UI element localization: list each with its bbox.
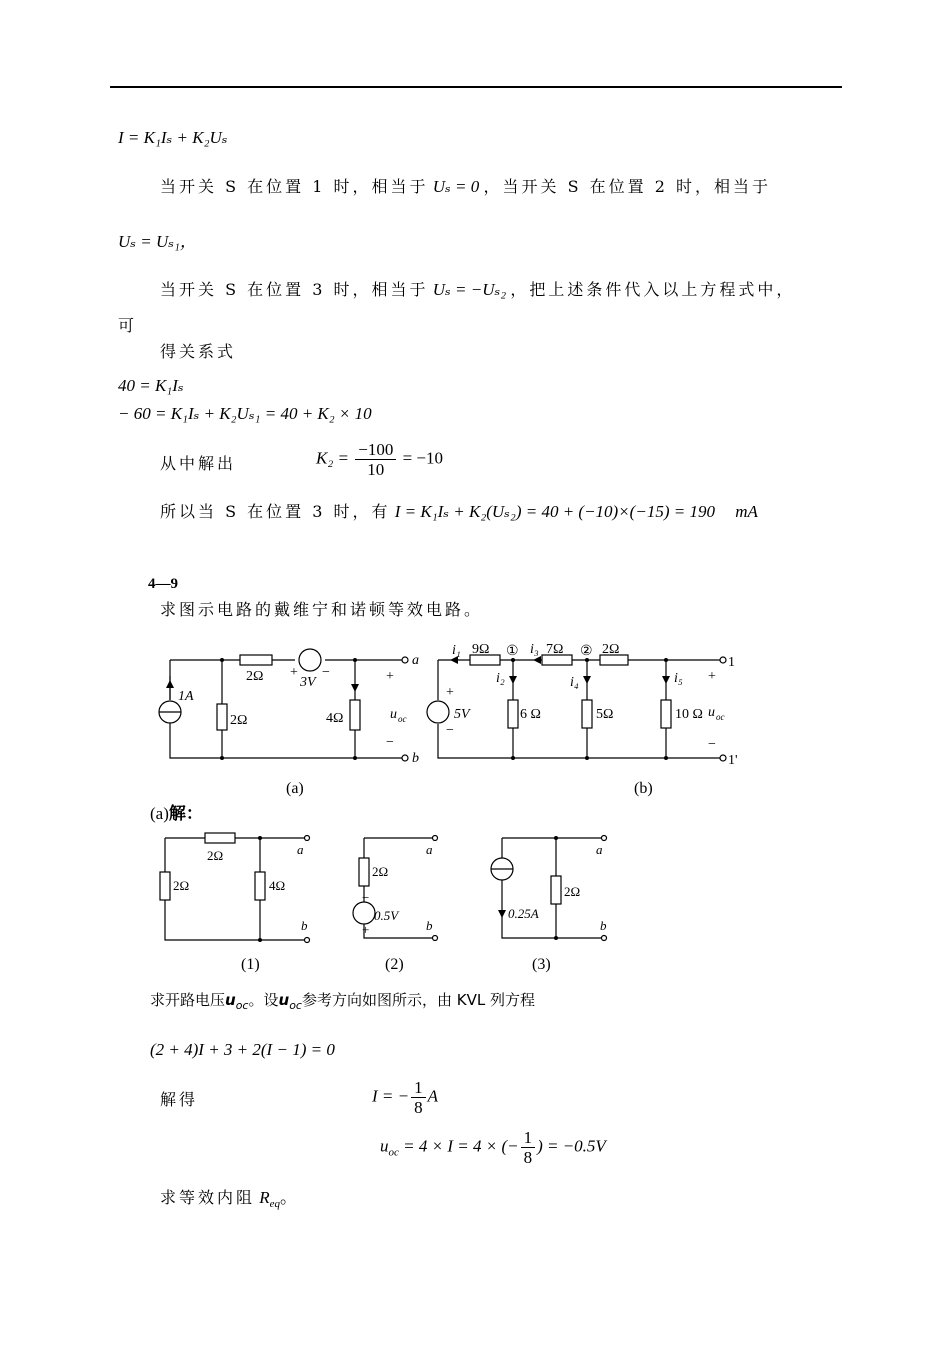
para2-text-a: 当开关 S 在位置 3 时，相当于 [160, 280, 429, 299]
equation-1: 40 = K₁Iₛ [118, 376, 184, 395]
label-b-term-1p: 1' [728, 753, 738, 768]
label-b-5v: 5V [454, 707, 470, 722]
result-unit: mA [735, 502, 758, 521]
label-1-b: b [301, 918, 308, 933]
label-3-a: a [596, 842, 603, 857]
solve2-label: 解得 [160, 1090, 199, 1109]
paragraph-3: 得关系式 [160, 342, 237, 361]
label-b-6ohm: 6 Ω [520, 707, 541, 722]
i-unit: A [427, 1086, 438, 1106]
label-2-plus: + [362, 922, 370, 937]
i-lhs: I = − [372, 1086, 410, 1106]
uoc-fraction [521, 1128, 536, 1167]
label-b-i4: i₄ [570, 675, 579, 690]
equation-2: − 60 = K₁Iₛ + K₂Uₛ₁ = 40 + K₂ × 10 [118, 404, 372, 423]
caption-b: (b) [634, 780, 653, 797]
label-b-7ohm: 7Ω [546, 642, 564, 657]
req-end: 。 [280, 1188, 298, 1207]
kvl-uoc-2: u [278, 991, 290, 1009]
caption-a: (a) [286, 780, 304, 797]
label-1-2ohm-left: 2Ω [173, 878, 190, 893]
req-line [160, 1188, 297, 1208]
k2-lhs: K₂ = [316, 448, 349, 468]
paragraph-2 [160, 280, 795, 300]
circuit-b [420, 640, 740, 770]
header-rule [110, 86, 842, 88]
i-numerator: 1 [411, 1078, 426, 1098]
caption-3: (3) [532, 956, 551, 973]
req-text: 求等效内阻 [160, 1188, 256, 1207]
label-3-b: b [600, 918, 607, 933]
label-a-3v: 3V [300, 675, 316, 690]
label-b-uoc: u [708, 705, 715, 720]
i-equation [372, 1078, 438, 1117]
k2-denominator: 10 [367, 460, 385, 479]
label-b-oc: oc [716, 712, 725, 722]
label-b-i5: i₅ [674, 671, 683, 686]
label-2-b: b [426, 918, 433, 933]
para2-expr: Uₛ = −Uₛ₂ [432, 280, 507, 299]
uoc-rhs: ) = −0.5V [537, 1136, 606, 1156]
label-1-a: a [297, 842, 304, 857]
kvl-text-a: 求开路电压 [150, 991, 226, 1009]
label-b-10ohm: 10 Ω [675, 707, 703, 722]
para1-continued: Uₛ = Uₛ₁， [118, 232, 197, 251]
label-a-minus-src: − [322, 665, 330, 680]
label-b-2ohm: 2Ω [602, 642, 620, 657]
label-a-oc: oc [398, 714, 407, 724]
k2-numerator: −100 [355, 440, 396, 460]
label-a-2ohm-top: 2Ω [246, 669, 264, 684]
k2-equation [316, 440, 443, 479]
uoc-denominator: 8 [523, 1148, 533, 1167]
problem-text: 求图示电路的戴维宁和诺顿等效电路。 [160, 600, 484, 619]
label-b-node2: ② [580, 644, 593, 659]
label-a-2ohm-mid: 2Ω [230, 713, 248, 728]
circuit-2 [352, 830, 452, 945]
label-b-i1: i₁ [452, 643, 461, 658]
label-a-term-b: b [412, 751, 419, 766]
k2-rhs: = −10 [402, 448, 444, 468]
label-a-plus: + [386, 669, 394, 684]
problem-number: 4—9 [148, 576, 178, 592]
solution-heading [150, 804, 203, 824]
label-b-term-1: 1 [728, 655, 735, 670]
kvl-line [150, 990, 535, 1010]
circuit-1 [155, 830, 315, 945]
uoc-lhs: = 4 × I = 4 × (− [403, 1136, 519, 1156]
label-b-minus: − [708, 737, 716, 752]
para1-text-b: ，当开关 S 在位置 2 时，相当于 [483, 177, 771, 196]
kvl-uoc-1-sub: oc [235, 999, 249, 1012]
label-a-term-a: a [412, 653, 419, 668]
label-3-2ohm: 2Ω [564, 884, 581, 899]
label-2-2ohm: 2Ω [372, 864, 389, 879]
uoc-equation [380, 1128, 606, 1167]
label-b-minus-src: − [446, 723, 454, 738]
result-line [160, 502, 758, 522]
solution-label-a: (a) [150, 804, 169, 823]
kvl-uoc-2-sub: oc [289, 999, 302, 1012]
label-2-minus: − [362, 890, 370, 905]
label-1-4ohm: 4Ω [269, 878, 286, 893]
solve-label: 从中解出 [160, 454, 237, 473]
label-a-uoc: u [390, 707, 397, 722]
label-a-4ohm: 4Ω [326, 711, 344, 726]
i-denominator: 8 [414, 1098, 423, 1117]
uoc-sym: u [380, 1136, 389, 1156]
label-b-i2: i₂ [496, 671, 505, 686]
label-a-1a: 1A [178, 689, 194, 704]
label-b-9ohm: 9Ω [472, 642, 490, 657]
label-b-5ohm: 5Ω [596, 707, 614, 722]
para1-text-a: 当开关 S 在位置 1 时，相当于 [160, 177, 429, 196]
label-b-plus: + [708, 669, 716, 684]
para2-continued: 可 [118, 316, 138, 335]
circuit-a [150, 640, 430, 770]
result-text: 所以当 S 在位置 3 时，有 [160, 502, 391, 521]
uoc-numerator: 1 [521, 1128, 536, 1148]
k2-fraction [355, 440, 396, 479]
label-a-plus-src: + [290, 665, 298, 680]
para1-us0: Uₛ = 0 [432, 177, 480, 196]
circuit-3 [490, 830, 620, 945]
req-sym: R [259, 1188, 270, 1207]
kvl-text-b: 。设 [248, 991, 279, 1009]
label-b-node1: ① [506, 644, 519, 659]
label-2-a: a [426, 842, 433, 857]
result-expr: I = K₁Iₛ + K₂(Uₛ₂) = 40 + (−10)×(−15) = 190 [394, 502, 715, 521]
kvl-equation: (2 + 4)I + 3 + 2(I − 1) = 0 [150, 1040, 335, 1059]
para2-text-b: ，把上述条件代入以上方程式中， [510, 280, 796, 299]
label-3-0.25a: 0.25A [508, 906, 539, 921]
solution-label-b: 解： [168, 804, 203, 823]
uoc-sub: oc [388, 1146, 399, 1159]
equation-main: I = K₁Iₛ + K₂Uₛ [118, 128, 228, 147]
label-2-0.5v: 0.5V [374, 908, 399, 923]
label-b-plus-src: + [446, 685, 454, 700]
label-1-2ohm-top: 2Ω [207, 848, 224, 863]
paragraph-1 [160, 177, 771, 197]
kvl-uoc-1: u [225, 991, 236, 1009]
caption-2: (2) [385, 956, 404, 973]
i-fraction [411, 1078, 426, 1117]
label-a-minus: − [386, 735, 394, 750]
kvl-text-c: 参考方向如图所示，由 KVL 列方程 [301, 991, 535, 1009]
label-b-i3: i₃ [530, 642, 539, 657]
req-sub: eq [269, 1198, 281, 1210]
caption-1: (1) [241, 956, 260, 973]
